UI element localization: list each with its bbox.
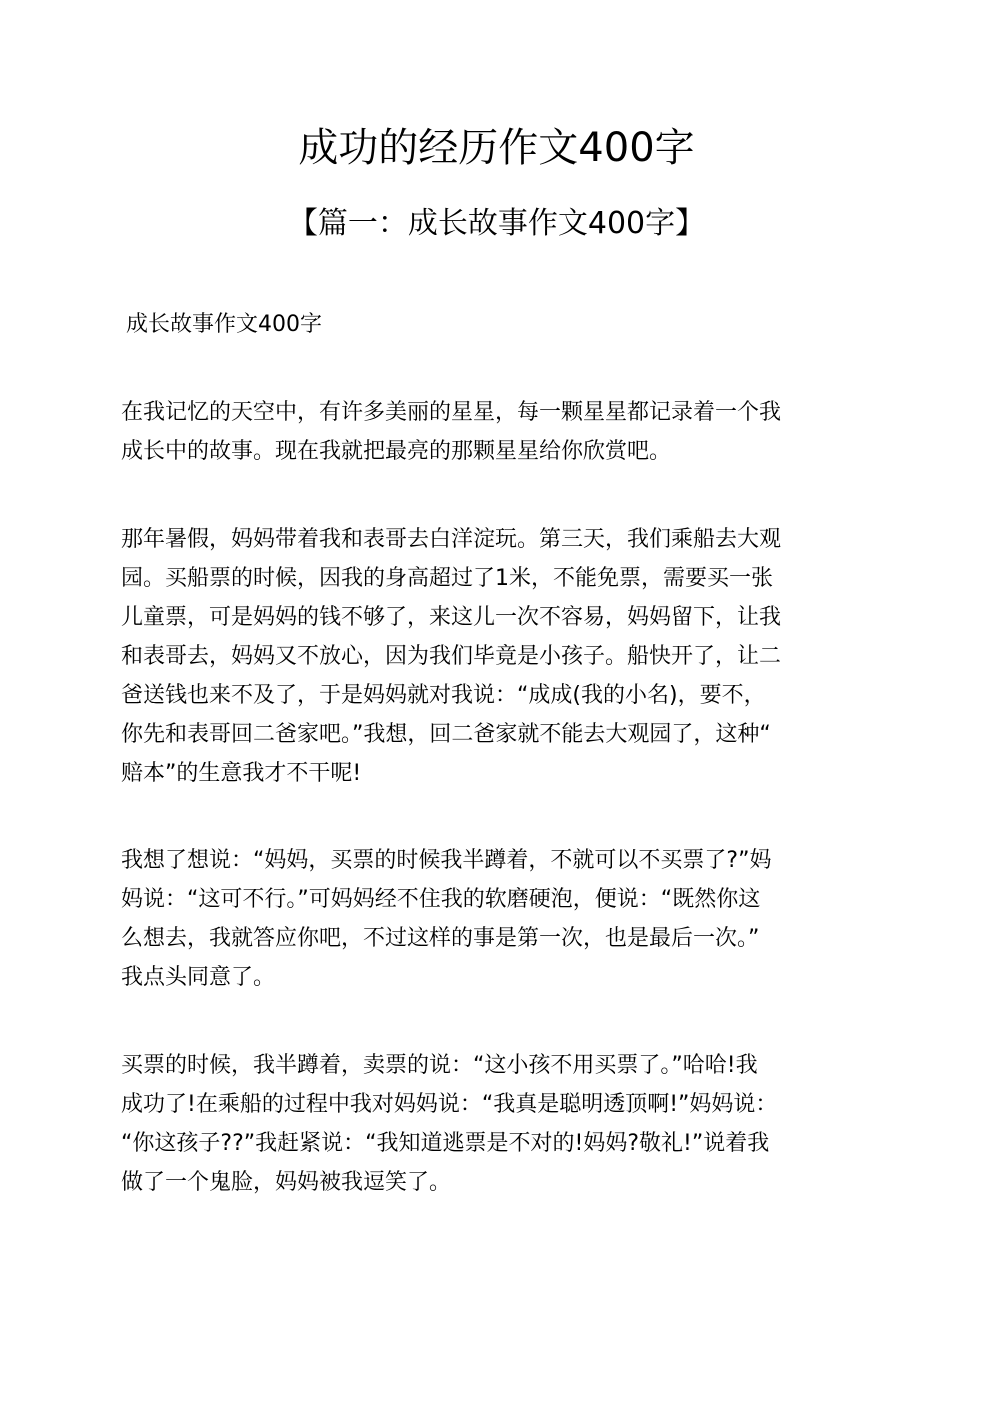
paragraph-line: 园。买船票的时候，因我的身高超过了1米，不能免票，需要买一张 [121, 566, 773, 591]
document-title: 成功的经历作文400字 [298, 125, 695, 171]
paragraph-line: 儿童票，可是妈妈的钱不够了，来这儿一次不容易，妈妈留下，让我 [121, 605, 782, 630]
paragraph-line: “你这孩子??”我赶紧说：“我知道逃票是不对的!妈妈?敬礼!”说着我 [121, 1131, 770, 1156]
paragraph-1 [121, 393, 876, 471]
paragraph-line: 买票的时候，我半蹲着，卖票的说：“这小孩不用买票了。”哈哈!我 [121, 1053, 758, 1078]
paragraph-line: 和表哥去，妈妈又不放心，因为我们毕竟是小孩子。船快开了，让二 [121, 644, 782, 669]
paragraph-line: 妈说：“这可不行。”可妈妈经不住我的软磨硬泡，便说：“既然你这 [121, 887, 761, 912]
paragraph-line: 在我记忆的天空中，有许多美丽的星星，每一颗星星都记录着一个我 [121, 400, 782, 425]
paragraph-line: 我想了想说：“妈妈，买票的时候我半蹲着，不就可以不买票了?”妈 [121, 848, 772, 873]
section-heading: 成长故事作文400字 [126, 312, 322, 337]
paragraph-2 [121, 520, 876, 793]
paragraph-4 [121, 1046, 876, 1202]
paragraph-line: 成长中的故事。现在我就把最亮的那颗星星给你欣赏吧。 [121, 439, 672, 464]
paragraph-line: 爸送钱也来不及了，于是妈妈就对我说：“成成(我的小名)，要不， [121, 683, 766, 708]
paragraph-line: 我点头同意了。 [121, 965, 276, 990]
paragraph-3 [121, 841, 876, 997]
paragraph-line: 么想去，我就答应你吧，不过这样的事是第一次，也是最后一次。” [121, 926, 760, 951]
paragraph-line: 成功了!在乘船的过程中我对妈妈说：“我真是聪明透顶啊!”妈妈说： [121, 1092, 778, 1117]
document-subtitle: 【篇一：成长故事作文400字】 [287, 206, 706, 241]
paragraph-line: 那年暑假，妈妈带着我和表哥去白洋淀玩。第三天，我们乘船去大观 [121, 527, 782, 552]
paragraph-line: 赔本”的生意我才不干呢! [121, 761, 362, 786]
paragraph-line: 做了一个鬼脸，妈妈被我逗笑了。 [121, 1170, 452, 1195]
paragraph-line: 你先和表哥回二爸家吧。”我想，回二爸家就不能去大观园了，这种“ [121, 722, 771, 747]
